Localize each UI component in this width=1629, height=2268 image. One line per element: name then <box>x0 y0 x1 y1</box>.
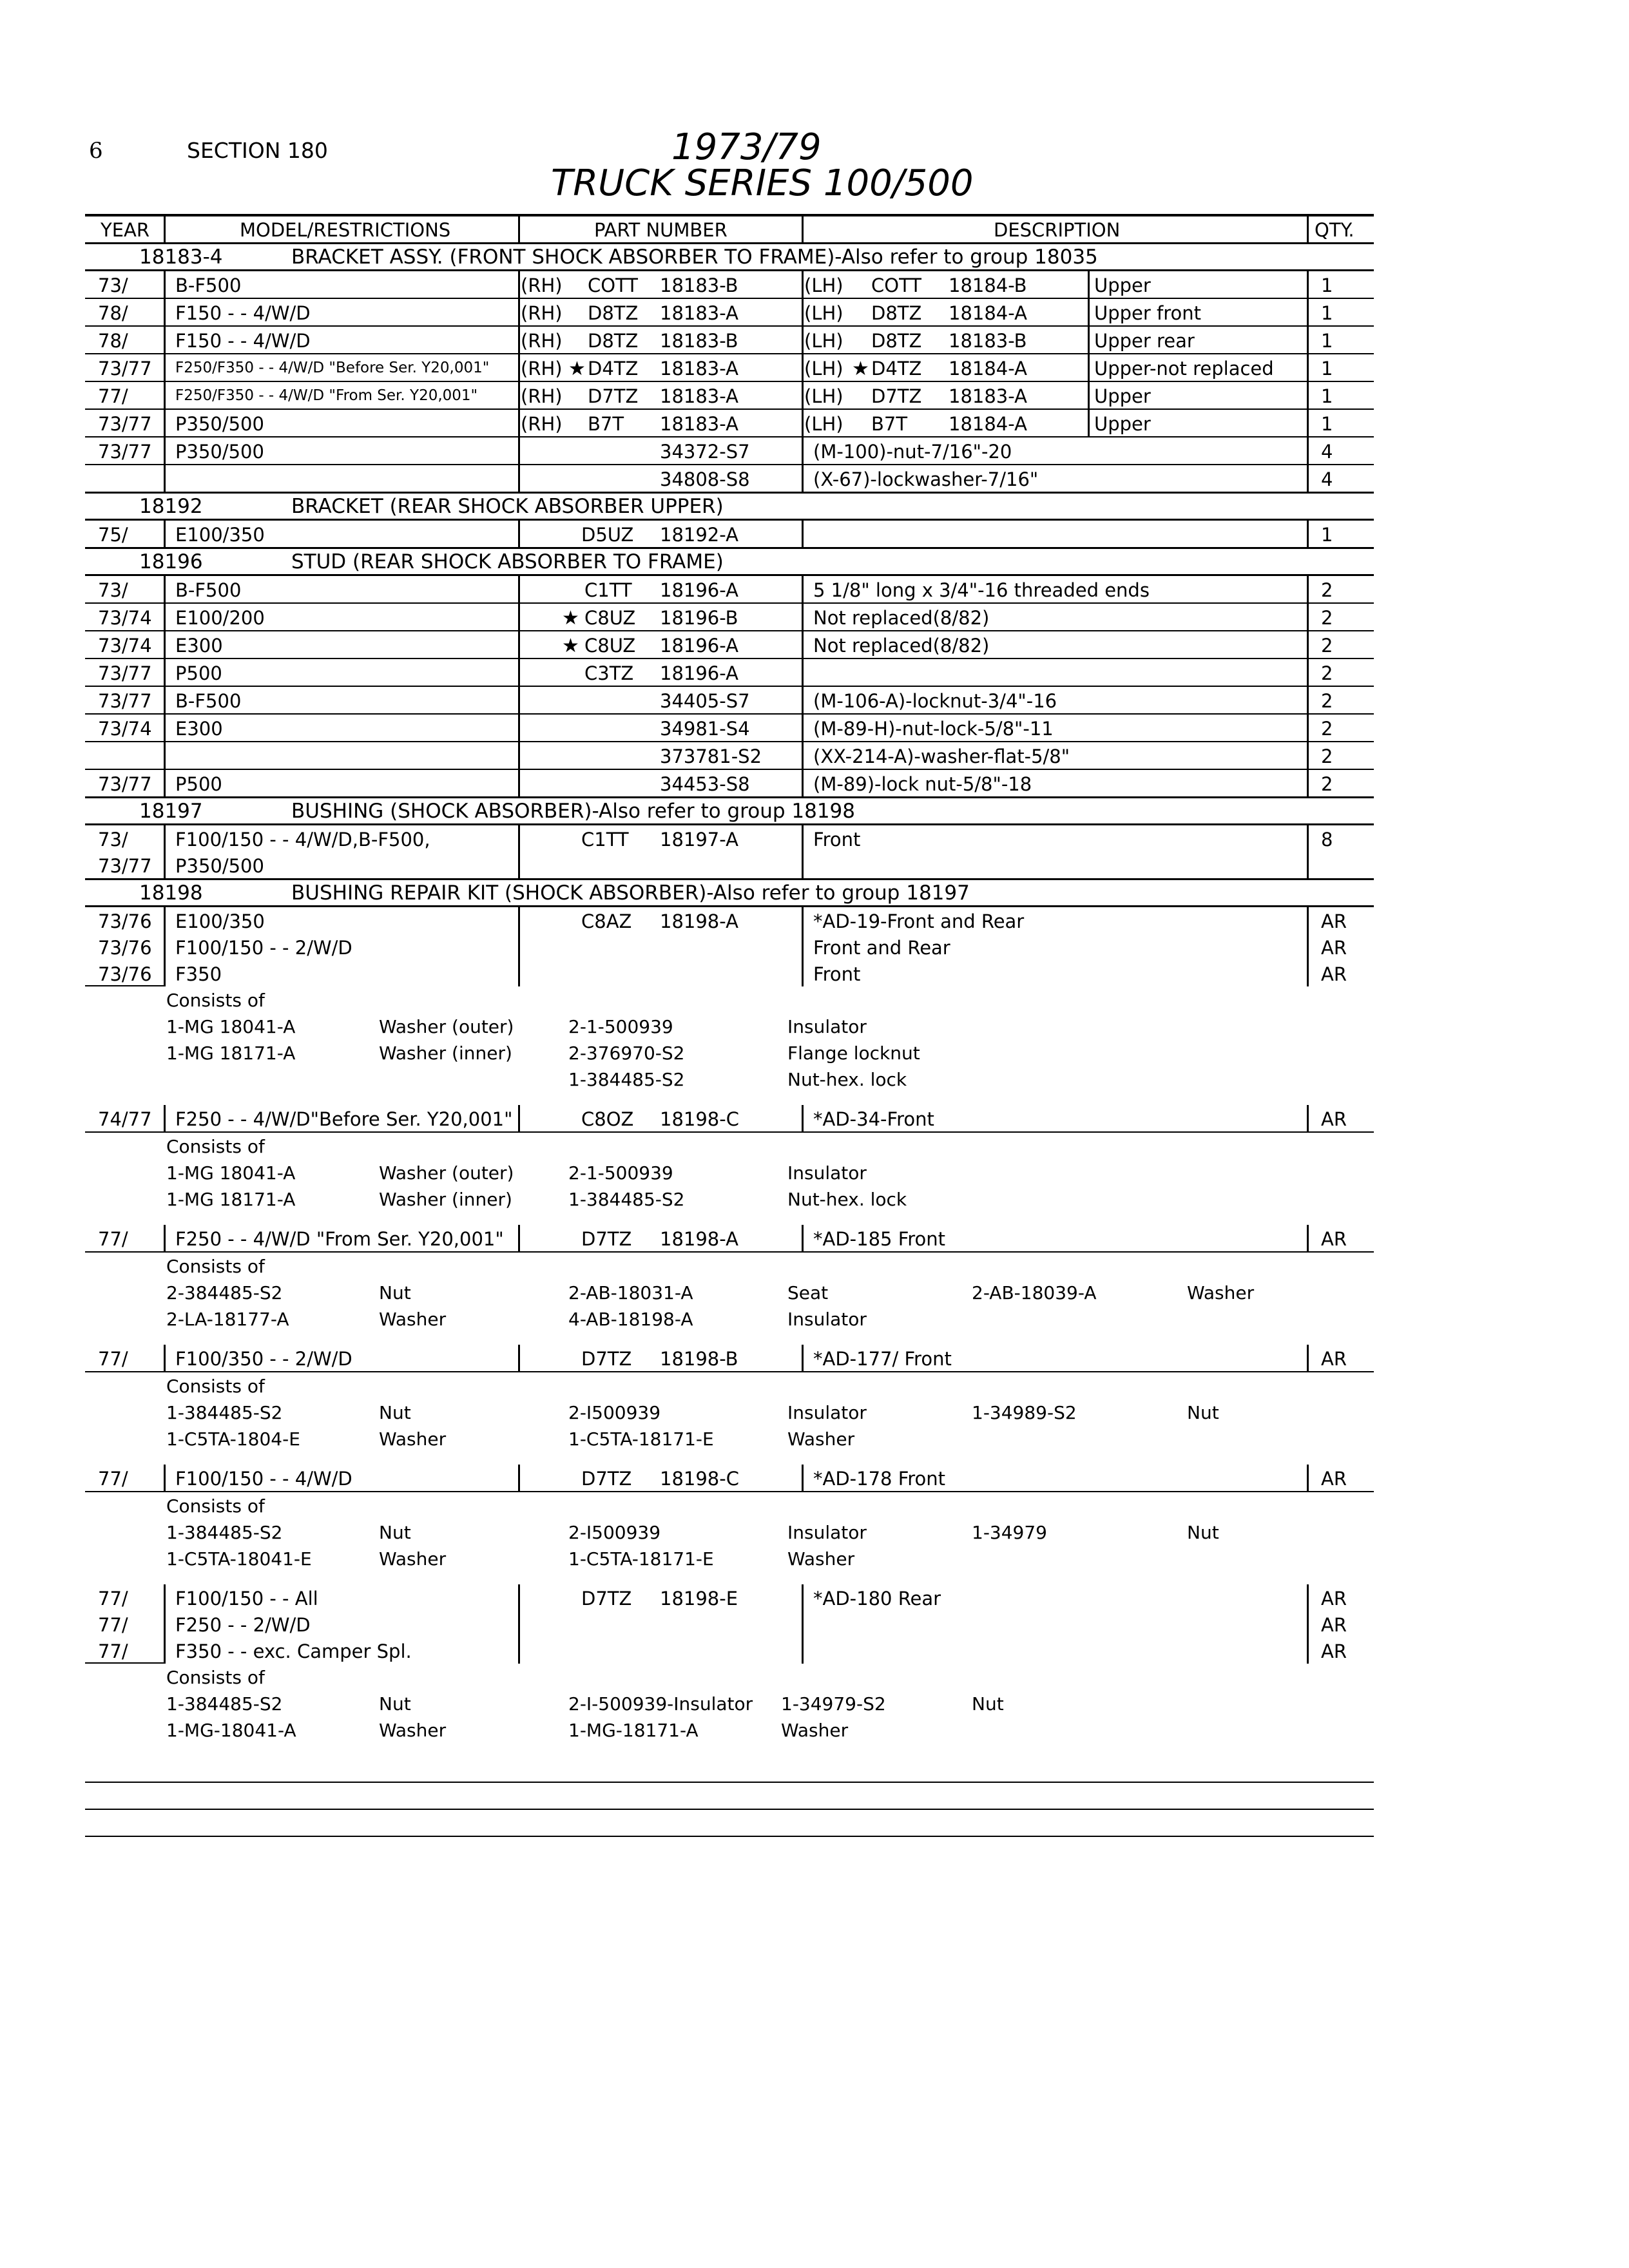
table-row: 73/ F100/150 - - 4/W/D,B-F500, C1TT 18197-A Front 8 <box>85 825 1374 852</box>
table-row: 73/77 F250/F350 - - 4/W/D "Before Ser. Y20,001" (RH) ★ D4TZ 18183-A (LH) ★ D4TZ 18184-A Upper-not replaced 1 <box>85 354 1374 382</box>
consists-of-label: Consists of <box>166 1136 265 1157</box>
kit-item-row: 2-LA-18177-A Washer 4-AB-18198-A Insulator <box>166 1309 867 1330</box>
kit-item-row: 1-MG 18171-A Washer (inner) 2-376970-S2 Flange locknut <box>166 1043 920 1064</box>
table-row: 73/77 P350/500 (RH) B7T 18183-A (LH) B7T 18184-A Upper 1 <box>85 410 1374 437</box>
kit-item-row: 1-MG-18041-A Washer 1-MG-18171-A Washer <box>166 1720 849 1741</box>
kit-item-row: 1-384485-S2 Nut 2-I-500939-Insulator 1-34979-S2 Nut <box>166 1693 1004 1715</box>
blank-line <box>85 1783 1374 1810</box>
kit-header-row: 73/76 F100/150 - - 2/W/D Front and Rear AR <box>85 934 1374 960</box>
col-year: YEAR <box>101 219 150 241</box>
kit-item-row: 1-MG 18041-A Washer (outer) 2-1-500939 Insulator <box>166 1016 867 1037</box>
col-description: DESCRIPTION <box>994 219 1121 241</box>
title-series: TRUCK SERIES 100/500 <box>551 162 974 204</box>
kit-header-row: 77/ F250 - - 4/W/D "From Ser. Y20,001" D7TZ 18198-A *AD-185 Front AR <box>85 1225 1374 1253</box>
consists-of-label: Consists of <box>166 1495 265 1517</box>
kit-item-row: 1-MG 18041-A Washer (outer) 2-1-500939 Insulator <box>166 1162 867 1184</box>
table-row: 73/ B-F500 C1TT 18196-A 5 1/8" long x 3/4"-16 threaded ends 2 <box>85 576 1374 604</box>
kit-header-row: 73/76 E100/350 C8AZ 18198-A *AD-19-Front and Rear AR <box>85 907 1374 934</box>
kit-header-row: 77/ F100/350 - - 2/W/D D7TZ 18198-B *AD-177/ Front AR <box>85 1345 1374 1372</box>
table-row: 75/ E100/350 D5UZ 18192-A 1 <box>85 521 1374 549</box>
star-icon: ★ <box>562 607 579 629</box>
kit-header-row: 77/ F100/150 - - 4/W/D D7TZ 18198-C *AD-178 Front AR <box>85 1465 1374 1492</box>
kit-item-row: 1-MG 18171-A Washer (inner) 1-384485-S2 Nut-hex. lock <box>166 1189 907 1210</box>
table-row: 73/74 E300 34981-S4 (M-89-H)-nut-lock-5/8"-11 2 <box>85 715 1374 742</box>
kit-header-row: 77/ F250 - - 2/W/D AR <box>85 1611 1374 1637</box>
column-header-row <box>85 214 1374 244</box>
consists-of-label: Consists of <box>166 1376 265 1397</box>
kit-item-row: 2-384485-S2 Nut 2-AB-18031-A Seat 2-AB-18039-A Washer <box>166 1282 1255 1303</box>
table-row: 34808-S8 (X-67)-lockwasher-7/16" 4 <box>85 465 1374 494</box>
kit-item-row: 1-384485-S2 Nut 2-I500939 Insulator 1-34989-S2 Nut <box>166 1402 1219 1423</box>
consists-of-label: Consists of <box>166 990 265 1011</box>
kit-item-row: 1-C5TA-18041-E Washer 1-C5TA-18171-E Washer <box>166 1548 855 1570</box>
table-row: 73/74 E300 ★ C8UZ 18196-A Not replaced(8/82) 2 <box>85 631 1374 659</box>
col-qty: QTY. <box>1315 219 1354 241</box>
kit-item-row: 1-C5TA-1804-E Washer 1-C5TA-18171-E Washer <box>166 1428 855 1450</box>
table-row: 73/77 P350/500 <box>85 852 1374 880</box>
group-heading-18183: 18183-4 BRACKET ASSY. (FRONT SHOCK ABSORBER TO FRAME)-Also refer to group 18035 <box>85 244 1374 271</box>
star-icon: ★ <box>852 358 869 380</box>
kit-header-row: 77/ F100/150 - - All D7TZ 18198-E *AD-180 Rear AR <box>85 1584 1374 1611</box>
table-row: 73/77 P500 34453-S8 (M-89)-lock nut-5/8"-18 2 <box>85 770 1374 798</box>
table-row: 73/74 E100/200 ★ C8UZ 18196-B Not replaced(8/82) 2 <box>85 604 1374 631</box>
table-row: 73/77 P350/500 34372-S7 (M-100)-nut-7/16"-20 4 <box>85 437 1374 465</box>
group-heading-18198: 18198 BUSHING REPAIR KIT (SHOCK ABSORBER)-Also refer to group 18197 <box>85 880 1374 907</box>
table-row: 78/ F150 - - 4/W/D (RH) D8TZ 18183-A (LH) D8TZ 18184-A Upper front 1 <box>85 299 1374 327</box>
blank-line <box>85 1756 1374 1783</box>
kit-header-row: 73/76 F350 Front AR <box>85 960 1374 986</box>
col-model: MODEL/RESTRICTIONS <box>240 219 451 241</box>
table-row: 78/ F150 - - 4/W/D (RH) D8TZ 18183-B (LH) D8TZ 18183-B Upper rear 1 <box>85 327 1374 354</box>
table-row: 73/77 B-F500 34405-S7 (M-106-A)-locknut-3/4"-16 2 <box>85 687 1374 715</box>
kit-item-row: 1-384485-S2 Nut-hex. lock <box>568 1069 907 1090</box>
parts-table <box>85 214 1374 1837</box>
star-icon: ★ <box>568 358 586 380</box>
page-number: 6 <box>89 138 103 164</box>
group-heading-18192: 18192 BRACKET (REAR SHOCK ABSORBER UPPER) <box>85 494 1374 521</box>
consists-of-label: Consists of <box>166 1256 265 1277</box>
kit-item-row: 1-384485-S2 Nut 2-I500939 Insulator 1-34979 Nut <box>166 1522 1219 1543</box>
group-heading-18196: 18196 STUD (REAR SHOCK ABSORBER TO FRAME) <box>85 549 1374 576</box>
col-part-number: PART NUMBER <box>594 219 728 241</box>
section-label: SECTION 180 <box>187 138 328 163</box>
kit-header-row: 74/77 F250 - - 4/W/D"Before Ser. Y20,001" C8OZ 18198-C *AD-34-Front AR <box>85 1105 1374 1133</box>
title-years: 1973/79 <box>671 126 822 168</box>
table-row: 77/ F250/F350 - - 4/W/D "From Ser. Y20,001" (RH) D7TZ 18183-A (LH) D7TZ 18183-A Upper 1 <box>85 382 1374 410</box>
consists-of-label: Consists of <box>166 1667 265 1688</box>
star-icon: ★ <box>562 635 579 657</box>
table-row: 73/77 P500 C3TZ 18196-A 2 <box>85 659 1374 687</box>
table-row: 373781-S2 (XX-214-A)-washer-flat-5/8" 2 <box>85 742 1374 770</box>
blank-line <box>85 1810 1374 1837</box>
kit-header-row: 77/ F350 - - exc. Camper Spl. AR <box>85 1637 1374 1664</box>
table-row: 73/ B-F500 (RH) COTT 18183-B (LH) COTT 18184-B Upper 1 <box>85 271 1374 299</box>
group-heading-18197: 18197 BUSHING (SHOCK ABSORBER)-Also refer to group 18198 <box>85 798 1374 825</box>
